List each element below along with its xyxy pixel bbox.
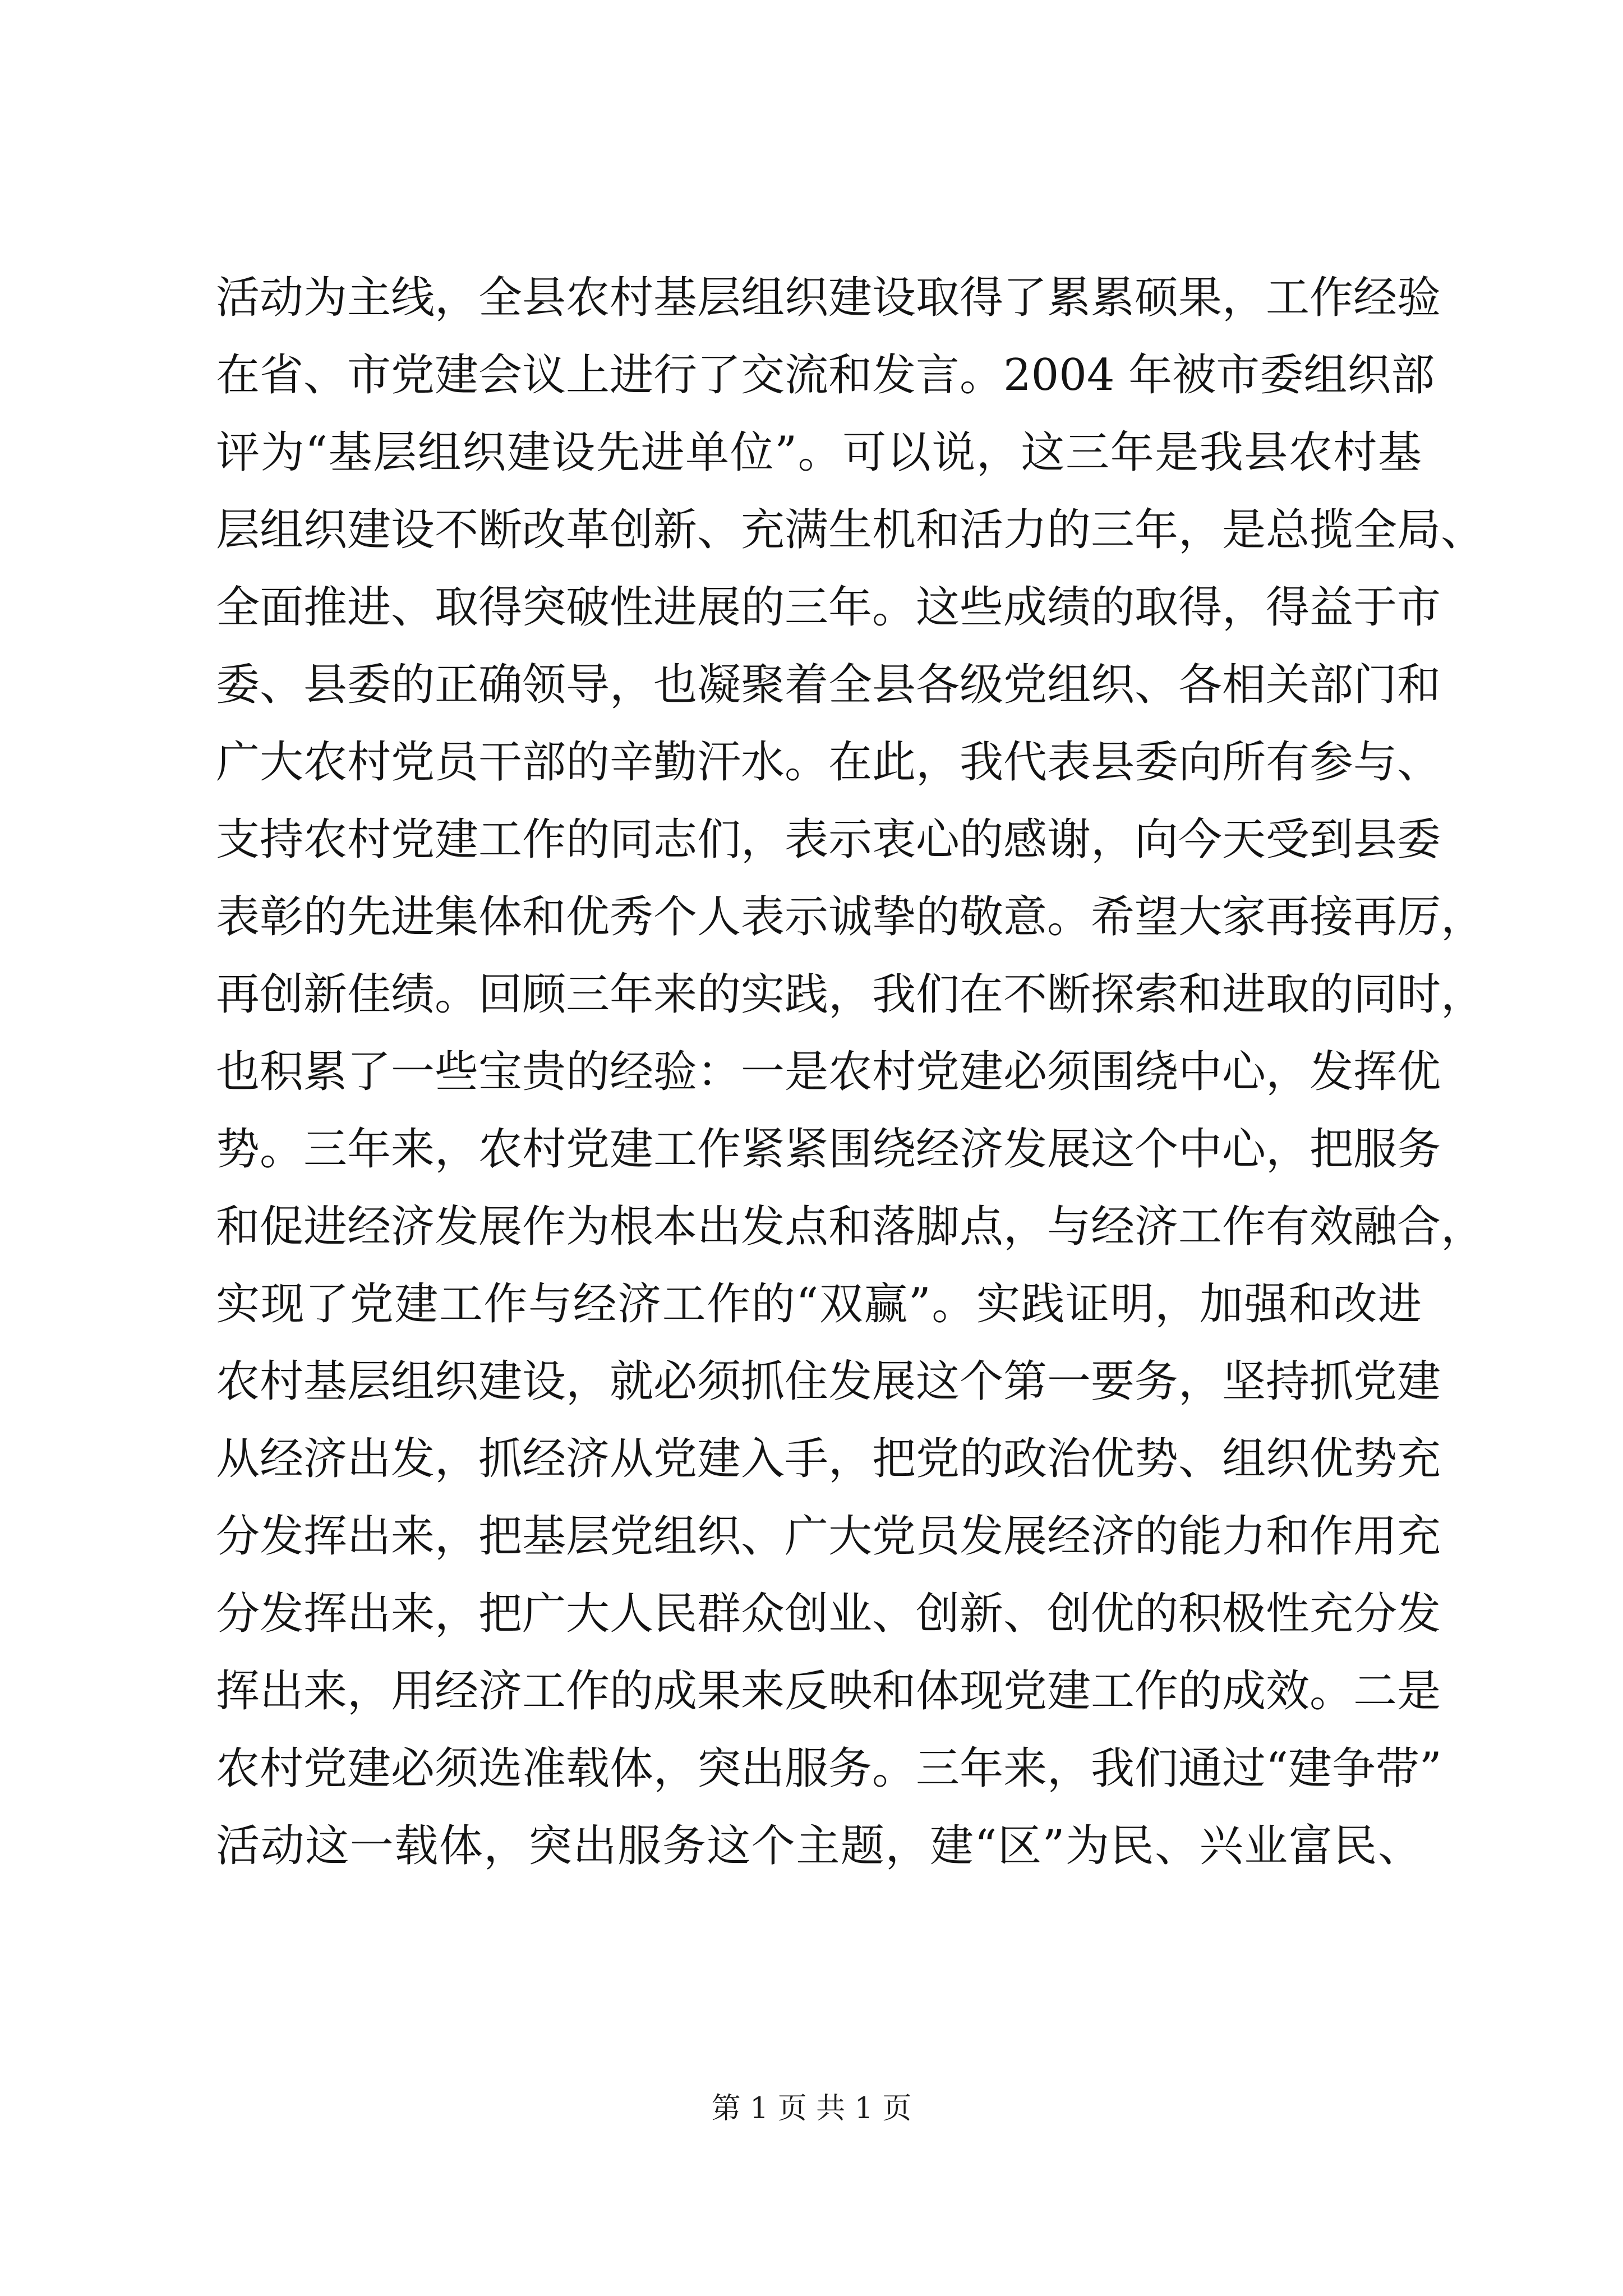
text-line: 层组织建设不断改革创新、充满生机和活力的三年，是总揽全局、 — [216, 505, 1485, 555]
text-line: 和促进经济发展作为根本出发点和落脚点，与经济工作有效融合， — [216, 1202, 1485, 1252]
text-line: 实现了党建工作与经济工作的“双赢”。实践证明，加强和改进 — [216, 1279, 1422, 1329]
text-line: 支持农村党建工作的同志们，表示衷心的感谢，向今天受到县委 — [216, 815, 1441, 865]
page-number-footer: 第 1 页 共 1 页 — [711, 2092, 912, 2125]
text-line: 分发挥出来，把基层党组织、广大党员发展经济的能力和作用充 — [216, 1511, 1441, 1562]
text-line: 也积累了一些宝贵的经验：一是农村党建必须围绕中心，发挥优 — [216, 1047, 1441, 1097]
text-line: 评为“基层组织建设先进单位”。可以说，这三年是我县农村基 — [216, 427, 1422, 478]
text-line: 农村党建必须选准载体，突出服务。三年来，我们通过“建争带” — [216, 1743, 1442, 1794]
text-line: 活动为主线，全县农村基层组织建设取得了累累硕果，工作经验 — [216, 273, 1441, 323]
text-line: 势。三年来，农村党建工作紧紧围绕经济发展这个中心，把服务 — [216, 1124, 1441, 1175]
text-line: 分发挥出来，把广大人民群众创业、创新、创优的积极性充分发 — [216, 1589, 1441, 1639]
text-line: 在省、市党建会议上进行了交流和发言。2004 年被市委组织部 — [216, 350, 1435, 401]
text-line: 活动这一载体，突出服务这个主题，建“区”为民、兴业富民、 — [216, 1821, 1422, 1871]
text-line: 全面推进、取得突破性进展的三年。这些成绩的取得，得益于市 — [216, 582, 1441, 633]
text-line: 广大农村党员干部的辛勤汗水。在此，我代表县委向所有参与、 — [216, 737, 1441, 788]
text-line: 农村基层组织建设，就必须抓住发展这个第一要务，坚持抓党建 — [216, 1356, 1441, 1407]
text-line: 从经济出发，抓经济从党建入手，把党的政治优势、组织优势充 — [216, 1434, 1441, 1484]
text-line: 再创新佳绩。回顾三年来的实践，我们在不断探索和进取的同时， — [216, 969, 1485, 1020]
text-line: 表彰的先进集体和优秀个人表示诚挚的敬意。希望大家再接再厉， — [216, 892, 1485, 942]
text-line: 挥出来，用经济工作的成果来反映和体现党建工作的成效。二是 — [216, 1666, 1441, 1717]
body-text — [216, 259, 1485, 1885]
text-line: 委、县委的正确领导，也凝聚着全县各级党组织、各相关部门和 — [216, 660, 1441, 710]
